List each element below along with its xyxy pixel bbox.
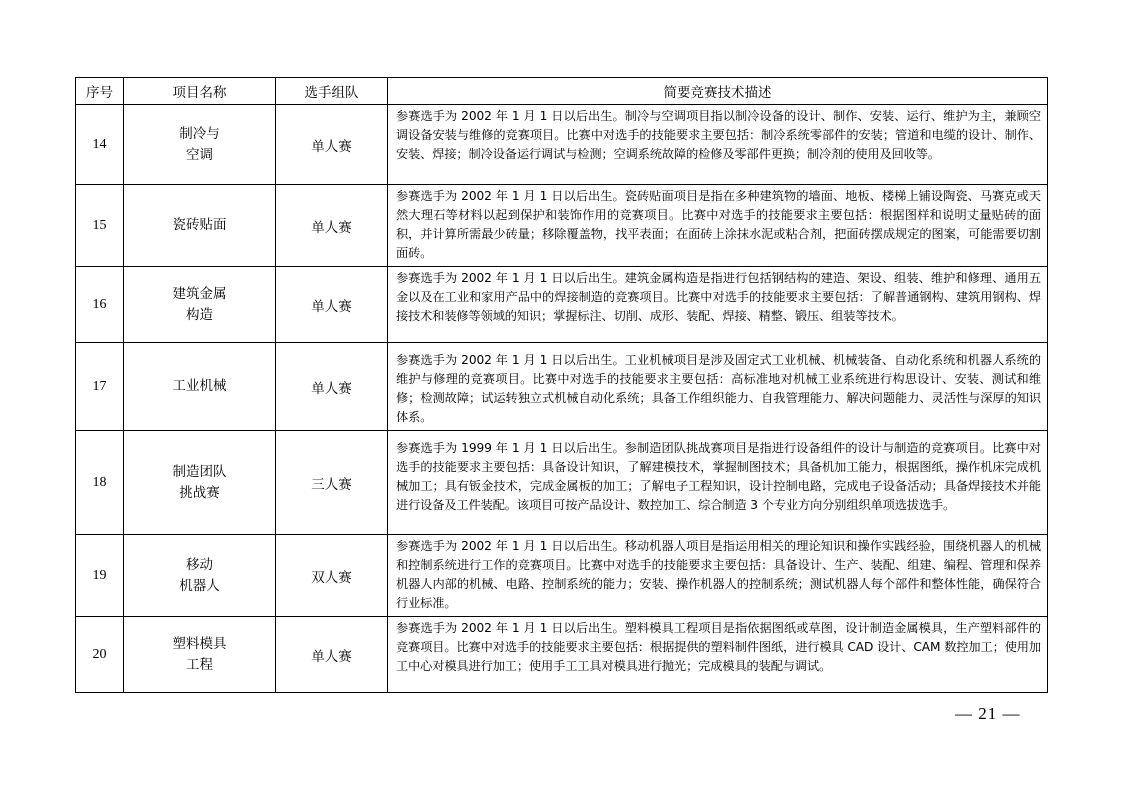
project-description: 参赛选手为 2002 年 1 月 1 日以后出生。工业机械项目是涉及固定式工业机械、机械装备、自动化系统和机器人系统的维护与修理的竞赛项目。比赛中对选手的技能要求主要包括：高标准地对机械工业系统进行构思设计、安装、测试和维修；检测故障；试运转独立式机械自动化系统；具备工作组织能力、自我管理能力、解决问题能力、灵活性与深厚的知识体系。 — [388, 343, 1048, 431]
row-number: 18 — [76, 431, 124, 535]
project-description: 参赛选手为 2002 年 1 月 1 日以后出生。瓷砖贴面项目是指在多种建筑物的墙面、地板、楼梯上铺设陶瓷、马赛克或天然大理石等材料以起到保护和装饰作用的竞赛项目。比赛中对选手的技能要求主要包括：根据图样和说明丈量贴砖的面积，并计算所需最少砖量；移除覆盖物，找平表面；在面砖上涂抹水泥或粘合剂，把面砖摆成规定的图案，可能需要切割面砖。 — [388, 185, 1048, 267]
row-number: 14 — [76, 105, 124, 185]
team-type: 单人赛 — [276, 343, 388, 431]
table-row — [76, 431, 1048, 535]
table-row — [76, 185, 1048, 267]
team-type: 单人赛 — [276, 105, 388, 185]
project-name: 塑料模具 工程 — [124, 617, 276, 693]
row-number: 16 — [76, 267, 124, 343]
project-description: 参赛选手为 2002 年 1 月 1 日以后出生。建筑金属构造是指进行包括钢结构的建造、架设、组装、维护和修理、通用五金以及在工业和家用产品中的焊接制造的竞赛项目。比赛中对选手的技能要求主要包括：了解普通钢构、建筑用钢构、焊接技术和装修等领域的知识；掌握标注、切削、成形、装配、焊接、精整、锻压、组装等技术。 — [388, 267, 1048, 343]
team-type: 单人赛 — [276, 617, 388, 693]
table-row — [76, 267, 1048, 343]
project-name: 移动 机器人 — [124, 535, 276, 617]
project-description: 参赛选手为 2002 年 1 月 1 日以后出生。移动机器人项目是指运用相关的理论知识和操作实践经验，围绕机器人的机械和控制系统进行工作的竞赛项目。比赛中对选手的技能要求主要包括：具备设计、生产、装配、组建、编程、管理和保养机器人内部的机械、电路、控制系统的能力；安装、操作机器人的控制系统；测试机器人每个部件和整体性能，确保符合行业标准。 — [388, 535, 1048, 617]
project-name: 工业机械 — [124, 343, 276, 431]
project-name: 制冷与 空调 — [124, 105, 276, 185]
team-type: 单人赛 — [276, 267, 388, 343]
row-number: 20 — [76, 617, 124, 693]
table-row — [76, 617, 1048, 693]
header-project-name: 项目名称 — [124, 78, 276, 105]
table-row — [76, 535, 1048, 617]
row-number: 17 — [76, 343, 124, 431]
header-team: 选手组队 — [276, 78, 388, 105]
project-description: 参赛选手为 2002 年 1 月 1 日以后出生。塑料模具工程项目是指依据图纸或草图，设计制造金属模具，生产塑料部件的竞赛项目。比赛中对选手的技能要求主要包括：根据提供的塑料制件图纸，进行模具 CAD 设计、CAM 数控加工；使用加工中心对模具进行加工；使用手工工具对模具进行抛光；完成模具的装配与调试。 — [388, 617, 1048, 693]
table-row — [76, 105, 1048, 185]
table-header-row — [76, 78, 1048, 105]
project-name: 瓷砖贴面 — [124, 185, 276, 267]
row-number: 15 — [76, 185, 124, 267]
team-type: 双人赛 — [276, 535, 388, 617]
project-description: 参赛选手为 2002 年 1 月 1 日以后出生。制冷与空调项目指以制冷设备的设计、制作、安装、运行、维护为主，兼顾空调设备安装与维修的竞赛项目。比赛中对选手的技能要求主要包括：制冷系统零部件的安装；管道和电缆的设计、制作、安装、焊接；制冷设备运行调试与检测；空调系统故障的检修及零部件更换；制冷剂的使用及回收等。 — [388, 105, 1048, 185]
header-description: 简要竞赛技术描述 — [388, 78, 1048, 105]
competition-table — [75, 77, 1048, 693]
table-row — [76, 343, 1048, 431]
team-type: 单人赛 — [276, 185, 388, 267]
row-number: 19 — [76, 535, 124, 617]
team-type: 三人赛 — [276, 431, 388, 535]
project-name: 制造团队 挑战赛 — [124, 431, 276, 535]
project-name: 建筑金属 构造 — [124, 267, 276, 343]
page-number: — 21 — — [955, 704, 1021, 723]
header-no: 序号 — [76, 78, 124, 105]
project-description: 参赛选手为 1999 年 1 月 1 日以后出生。参制造团队挑战赛项目是指进行设备组件的设计与制造的竞赛项目。比赛中对选手的技能要求主要包括：具备设计知识，了解建模技术，掌握制图技术；具备机加工能力，根据图纸，操作机床完成机械加工；具有钣金技术，完成金属板的加工；了解电子工程知识，设计控制电路，完成电子设备活动；具备焊接技术并能进行设备及工件装配。该项目可按产品设计、数控加工、综合制造 3 个专业方向分别组织单项选拔选手。 — [388, 431, 1048, 535]
